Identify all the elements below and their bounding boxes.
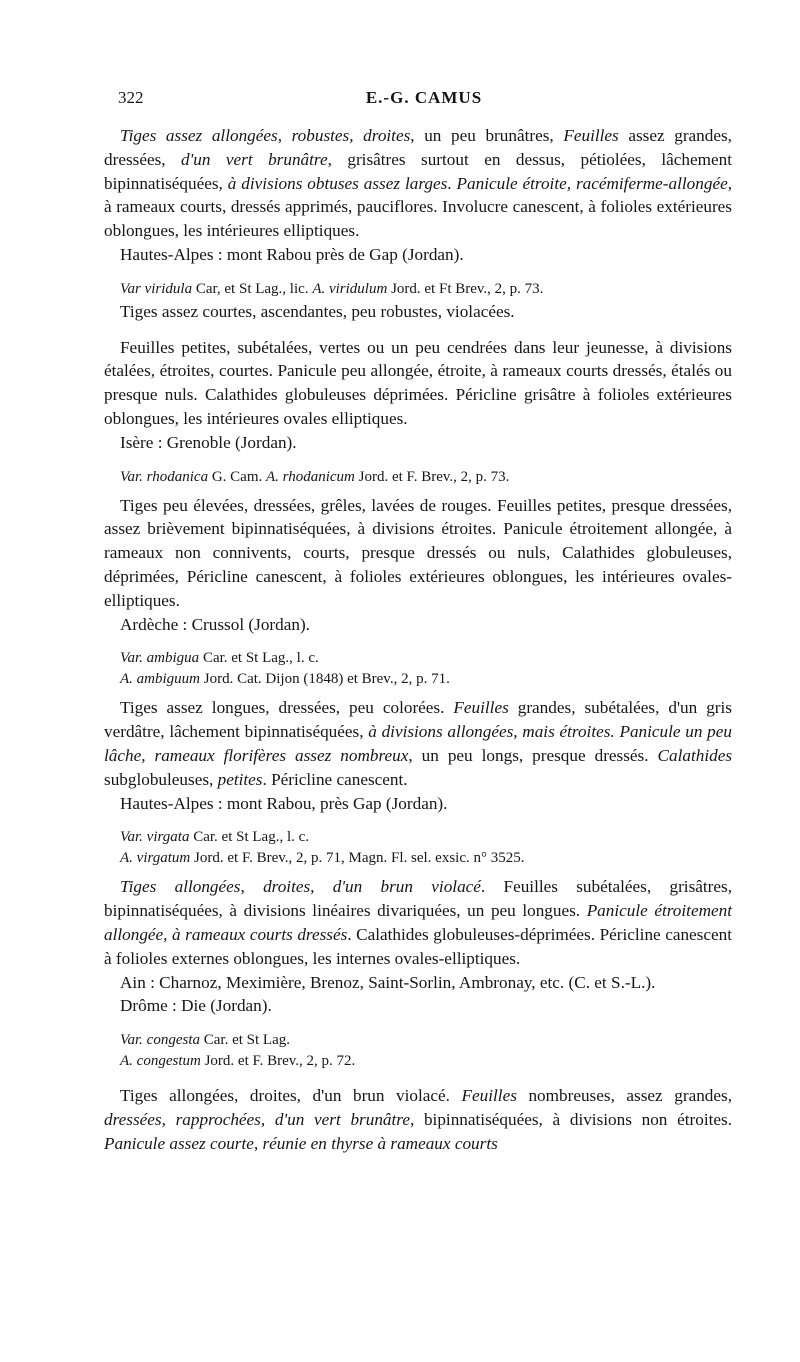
text-run: Drôme : Die (Jordan). <box>120 996 272 1016</box>
variety-citation <box>104 648 732 669</box>
text-run: G. Cam. <box>208 468 266 485</box>
italic-run: d'un vert brunâtre <box>181 149 328 169</box>
text-run: Tiges assez courtes, ascendantes, peu robustes, violacées. <box>120 301 515 321</box>
paragraph <box>104 494 732 613</box>
paragraph <box>104 1084 732 1155</box>
locality-line <box>104 431 732 455</box>
text-run: Jord. et F. Brev., 2, p. 72. <box>200 1053 356 1070</box>
italic-run: Panicule assez courte, réunie en thyrse à rameaux courts <box>104 1133 498 1153</box>
text-run: . Feuilles subétalées, grisâtres, bipinnatiséquées, à divisions linéaires divariquées, un peu longues. <box>104 877 732 921</box>
paragraph <box>104 336 732 431</box>
text-run: . Calathides globuleuses-déprimées. Péricline canescent à folioles externes oblongues, les internes ovales-elliptiques. <box>104 924 732 968</box>
italic-run: à divisions allongées, mais étroites. Panicule un peu lâche, rameaux florifères assez nombreux <box>104 722 732 765</box>
text-run: Jord. et Ft Brev., 2, p. 73. <box>387 280 544 297</box>
italic-run: Var. virgata <box>120 829 190 846</box>
text-run: assez grandes, dressées, <box>104 126 732 169</box>
italic-run: Var. ambigua <box>120 650 200 667</box>
italic-run: petites <box>217 769 263 789</box>
spacer <box>104 636 732 648</box>
italic-run: Feuilles <box>563 126 619 145</box>
text-run: Tiges assez longues, dressées, peu colorées. <box>120 698 454 718</box>
text-run: Hautes-Alpes : mont Rabou près de Gap (Jordan). <box>120 244 464 264</box>
text-run: Isère : Grenoble (Jordan). <box>120 432 297 452</box>
paragraph <box>104 696 732 791</box>
text-run: Tiges allongées, droites, d'un brun violacé. <box>120 1086 462 1106</box>
italic-run: A. virgatum <box>120 850 191 867</box>
text-run: . Péricline canescent. <box>262 769 408 789</box>
text-run: , grisâtres surtout en dessus, pétiolées, lâchement bipinnatiséquées, <box>104 149 732 193</box>
text-run: grandes, subétalées, d'un gris verdâtre, lâchement bipinnatiséquées, <box>104 698 732 742</box>
spacer <box>104 1018 732 1030</box>
italic-run: Tiges assez allongées, robustes, droites <box>120 126 411 145</box>
variety-citation <box>104 1030 732 1051</box>
variety-citation <box>104 467 732 488</box>
locality-line <box>104 792 732 816</box>
text-run: . <box>447 173 457 193</box>
text-run: nombreuses, assez grandes, <box>516 1086 732 1106</box>
text-run: Tiges peu élevées, dressées, grêles, lavées de rouges. Feuilles petites, presque dressées, assez brièvement bipinnatiséquées, à divisions étroites. Panicule étroitement allongée, à rameaux non connivents, courts, presque dressés ou nuls, Calathides globuleuses, déprimées, Péricline canescent, à folioles extérieures oblongues, les intérieures ovales-elliptiques. <box>104 495 732 610</box>
italic-run: A. rhodanicum <box>266 468 355 485</box>
variety-citation <box>104 827 732 848</box>
page-number: 322 <box>118 88 144 107</box>
locality-line <box>104 300 732 324</box>
page-header <box>118 88 730 114</box>
spacer <box>104 455 732 467</box>
running-title: E.-G. CAMUS <box>365 88 483 107</box>
variety-citation <box>104 848 732 869</box>
locality-line <box>104 971 732 995</box>
italic-run: A. viridulum <box>312 280 388 297</box>
text-run: Jord. et F. Brev., 2, p. 73. <box>354 468 510 485</box>
italic-run: dressées, rapprochées, d'un vert brunâtre <box>104 1109 410 1129</box>
italic-run: Feuilles <box>453 698 509 718</box>
italic-run: Calathides <box>657 745 733 765</box>
text-run: subglobuleuses, <box>104 769 218 789</box>
text-run: Car. et St Lag. <box>200 1032 290 1049</box>
italic-run: à divisions obtuses assez larges <box>227 173 448 193</box>
paragraph <box>104 124 732 243</box>
text-run: Car. et St Lag., l. c. <box>199 650 319 667</box>
italic-run: Var. congesta <box>120 1032 200 1049</box>
italic-run: Var. rhodanica <box>120 468 209 485</box>
locality-line <box>104 994 732 1018</box>
variety-citation <box>104 1051 732 1072</box>
text-run: Hautes-Alpes : mont Rabou, près Gap (Jordan). <box>120 793 448 813</box>
text-run: Ain : Charnoz, Meximière, Brenoz, Saint-Sorlin, Ambronay, etc. (C. et S.-L.). <box>120 972 656 992</box>
page-body <box>104 124 732 1156</box>
text-run: Jord. Cat. Dijon (1848) et Brev., 2, p. 71. <box>200 671 450 688</box>
text-run: , bipinnatiséquées, à divisions non étroites. <box>409 1109 732 1129</box>
variety-citation <box>104 669 732 690</box>
text-run: Car, et St Lag., lic. <box>192 280 313 297</box>
spacer <box>104 815 732 827</box>
locality-line <box>104 613 732 637</box>
italic-run: Panicule étroite, racémiferme-allongée <box>456 173 728 193</box>
text-run: Car. et St Lag., l. c. <box>189 829 310 846</box>
italic-run: A. ambiguum <box>120 671 200 688</box>
italic-run: Tiges allongées, droites, d'un brun violacé <box>120 877 481 897</box>
text-run: , un peu longs, presque dressés. <box>408 745 658 765</box>
spacer <box>104 324 732 336</box>
text-run: Jord. et F. Brev., 2, p. 71, Magn. Fl. sel. exsic. n° 3525. <box>190 850 525 867</box>
paragraph <box>104 875 732 970</box>
italic-run: A. congestum <box>120 1053 201 1070</box>
text-run: , un peu brunâtres, <box>410 126 564 145</box>
text-run: Feuilles petites, subétalées, vertes ou un peu cendrées dans leur jeunesse, à divisions étalées, étroites, courtes. Panicule peu allongée, étroite, à rameaux courts dressés, étalés ou presque nuls. Calathides globuleuses déprimées. Péricline grisâtre à folioles extérieures oblongues, les intérieures ovales elliptiques. <box>104 337 732 428</box>
italic-run: Feuilles <box>461 1086 517 1106</box>
text-run: Ardèche : Crussol (Jordan). <box>120 614 310 634</box>
spacer <box>104 1072 732 1084</box>
locality-line <box>104 243 732 267</box>
italic-run: Var viridula <box>120 280 193 297</box>
spacer <box>104 267 732 279</box>
text-run: , à rameaux courts, dressés apprimés, pauciflores. Involucre canescent, à folioles extérieures oblongues, les intérieures elliptiques. <box>104 173 733 241</box>
variety-citation <box>104 279 732 300</box>
italic-run: Panicule étroitement allongée, à rameaux courts dressés <box>104 901 732 944</box>
